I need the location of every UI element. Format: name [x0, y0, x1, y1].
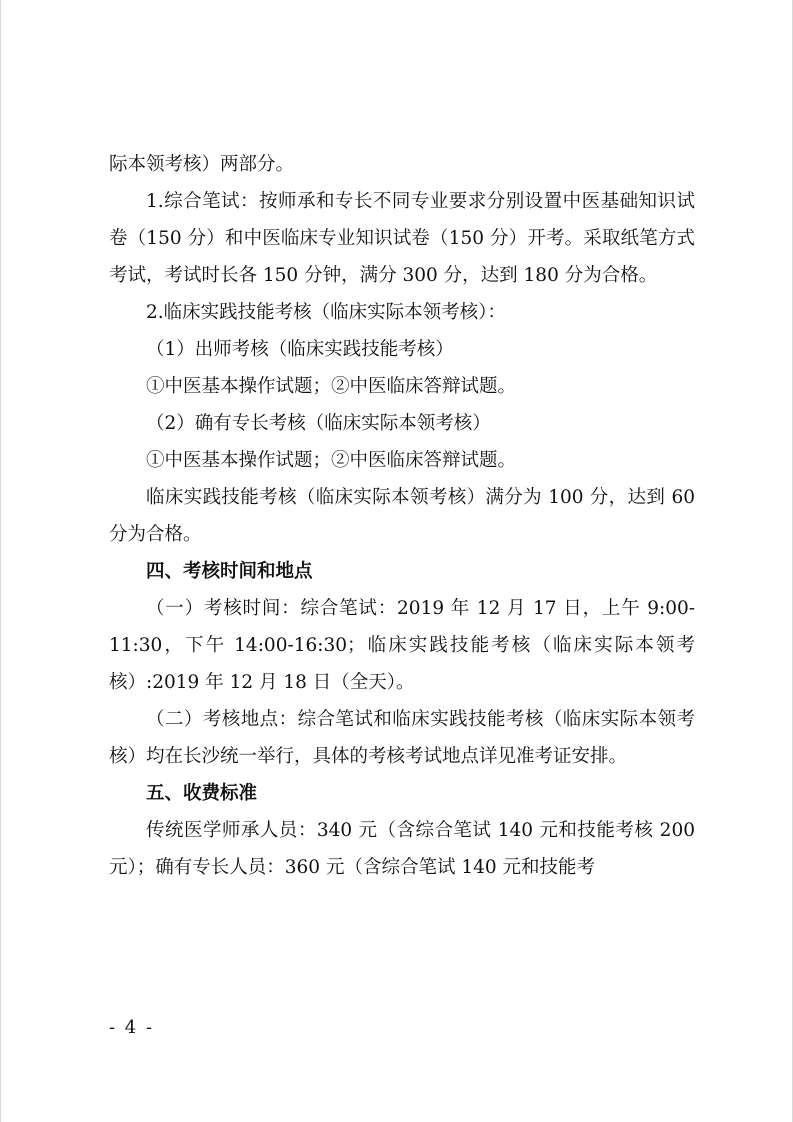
paragraph-graduation-items: ①中医基本操作试题；②中医临床答辩试题。 [146, 376, 517, 397]
paragraph-passing-score: 临床实践技能考核（临床实际本领考核）满分为 100 分，达到 60 分为合格。 [109, 487, 695, 545]
paragraph-exam-time: （一）考核时间：综合笔试：2019 年 12 月 17 日，上午 9:00-11:30，下午 14:00-16:30；临床实践技能考核（临床实际本领考核）:2019 年 12 月 18 日（全天）。 [109, 598, 695, 693]
paragraph-clinical-skills: 2.临床实践技能考核（临床实际本领考核）： [146, 302, 506, 323]
document-body [109, 146, 695, 886]
paragraph-specialty-items: ①中医基本操作试题；②中医临床答辩试题。 [146, 450, 517, 471]
section-heading-fees: 五、收费标准 [146, 783, 258, 804]
paragraph-graduation-exam: （1）出师考核（临床实践技能考核） [146, 339, 454, 360]
paragraph-written-exam: 1.综合笔试：按师承和专长不同专业要求分别设置中医基础知识试卷（150 分）和中医临床专业知识试卷（150 分）开考。采取纸笔方式考试，考试时长各 150 分钟，满分 300 分，达到 180 分为合格。 [109, 191, 695, 286]
paragraph-exam-location: （二）考核地点：综合笔试和临床实践技能考核（临床实际本领考核）均在长沙统一举行，具体的考核考试地点详见准考证安排。 [109, 709, 695, 767]
paragraph-continuation: 际本领考核）两部分。 [109, 154, 295, 175]
page-number: - 4 - [109, 1017, 155, 1038]
paragraph-specialty-exam: （2）确有专长考核（临床实际本领考核） [146, 413, 491, 434]
paragraph-fees: 传统医学师承人员：340 元（含综合笔试 140 元和技能考核 200 元）；确有专长人员：360 元（含综合笔试 140 元和技能考 [109, 820, 695, 878]
section-heading-time-place: 四、考核时间和地点 [146, 561, 313, 582]
